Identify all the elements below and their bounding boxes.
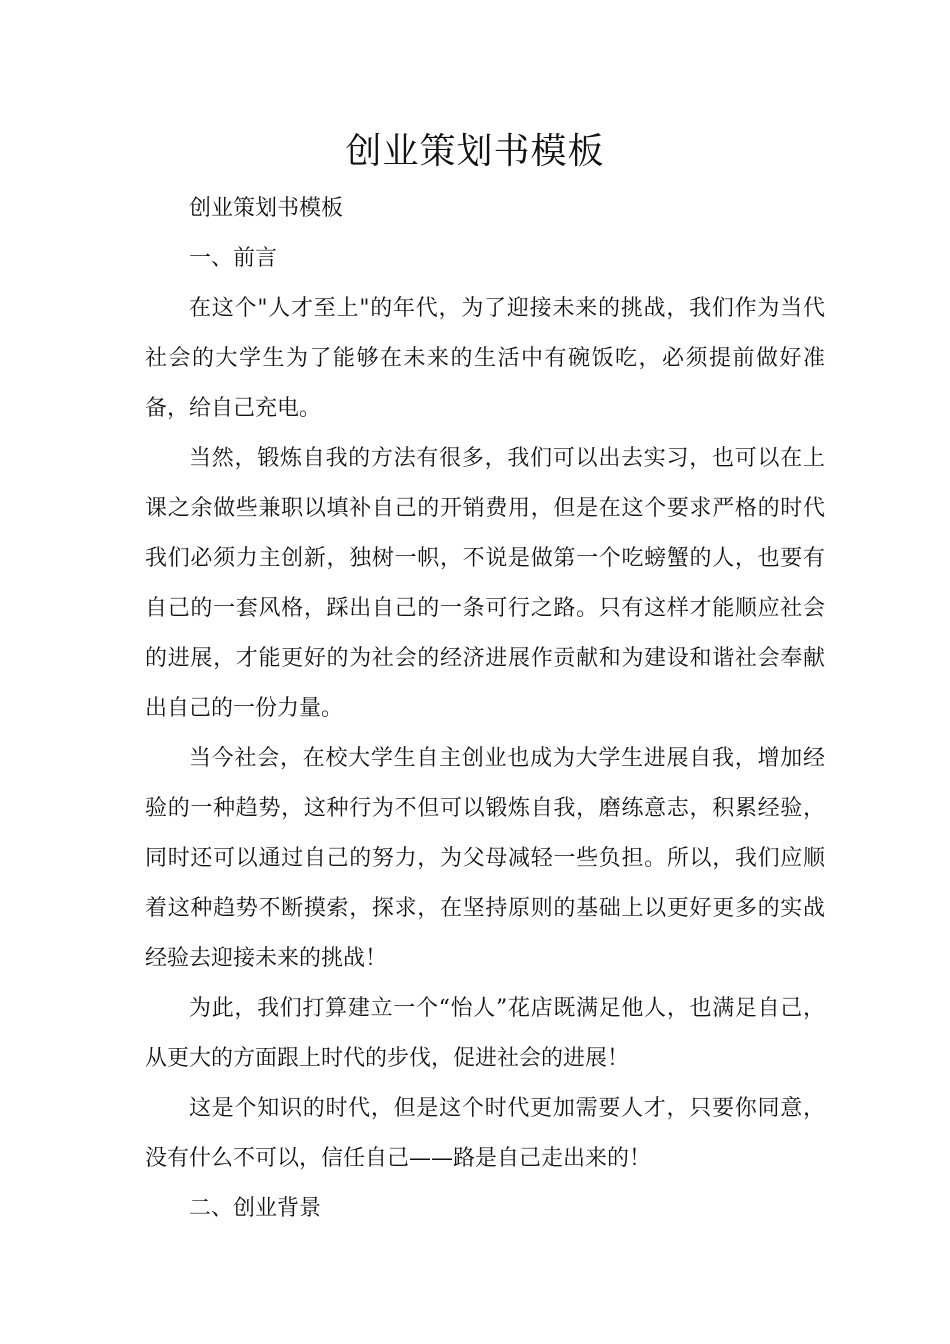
document-title: 创业策划书模板 xyxy=(345,131,605,172)
paragraph-4: 为此，我们打算建立一个“怡人”花店既满足他人，也满足自己，从更大的方面跟上时代的步伐，促进社会的进展！ xyxy=(145,996,825,1071)
subtitle-paragraph: 创业策划书模板 xyxy=(189,196,344,221)
document-body xyxy=(145,184,825,1234)
paragraph-2: 当然，锻炼自我的方法有很多，我们可以出去实习，也可以在上课之余做些兼职以填补自己的开销费用，但是在这个要求严格的时代我们必须力主创新，独树一帜，不说是做第一个吃螃蟹的人，也要有自己的一套风格，踩出自己的一条可行之路。只有这样才能顺应社会的进展，才能更好的为社会的经济进展作贡献和为建设和谐社会奉献出自己的一份力量。 xyxy=(145,446,825,721)
paragraph-3: 当今社会，在校大学生自主创业也成为大学生进展自我，增加经验的一种趋势，这种行为不但可以锻炼自我，磨练意志，积累经验，同时还可以通过自己的努力，为父母减轻一些负担。所以，我们应顺着这种趋势不断摸索，探求，在坚持原则的基础上以更好更多的实战经验去迎接未来的挑战！ xyxy=(145,746,825,971)
paragraph-5: 这是个知识的时代，但是这个时代更加需要人才，只要你同意，没有什么不可以，信任自己——路是自己走出来的！ xyxy=(145,1096,825,1171)
section-heading-preface: 一、前言 xyxy=(189,246,278,271)
section-heading-background: 二、创业背景 xyxy=(189,1196,322,1221)
paragraph-1: 在这个"人才至上"的年代，为了迎接未来的挑战，我们作为当代社会的大学生为了能够在未来的生活中有碗饭吃，必须提前做好准备，给自己充电。 xyxy=(145,296,825,421)
